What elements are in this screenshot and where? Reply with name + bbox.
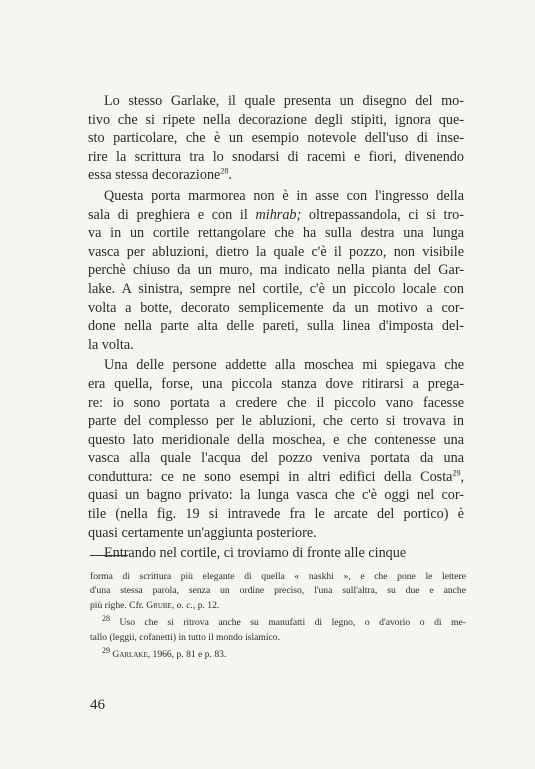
paragraph-4 bbox=[88, 544, 464, 563]
text-line: perchè chiuso da un muro, ma indicato nella pianta del Gar- bbox=[88, 262, 464, 279]
footnote-rule bbox=[90, 555, 128, 556]
text-line-content: conduttura: ce ne sono esempi in altri edifici della Costa bbox=[88, 468, 453, 485]
paragraph-1 bbox=[88, 92, 464, 185]
text-line: quasi certamente un'aggiunta posteriore. bbox=[88, 524, 317, 541]
text-line: Questa porta marmorea non è in asse con l'ingresso della bbox=[104, 187, 464, 204]
text-line: quasi un bagno privato: la lunga vasca che c'è oggi nel cor- bbox=[88, 487, 464, 504]
text-line: Entrando nel cortile, ci troviamo di fronte alle cinque bbox=[104, 545, 407, 562]
footnote-line: tallo (leggii, cofanetti) in tutto il mondo islamico. bbox=[90, 631, 280, 643]
footnote-ref-29[interactable]: 29 bbox=[452, 468, 461, 478]
text-line: done nella parte alta delle pareti, sulla linea d'imposta del- bbox=[88, 318, 464, 335]
footnote-line: $^{29}$ Garlake, 1966, p. 81 e p. 83. bbox=[102, 645, 227, 661]
text-line: sala di preghiera e con il mihrab; oltrepassandola, ci si tro- bbox=[88, 206, 465, 223]
footnote-29 bbox=[90, 645, 466, 662]
footnote-line: forma di scrittura più elegante di quella « naskhi », e che pone le lettere bbox=[90, 571, 466, 582]
text-line: tivo che si ripete nella decorazione degli stipiti, ignora que- bbox=[88, 111, 464, 128]
text-line: sto particolare, che è un esempio notevole dell'uso di inse- bbox=[88, 130, 464, 147]
page-number: 46 bbox=[90, 697, 105, 713]
text-line: questo lato meridionale della moschea, e che contenesse una bbox=[88, 431, 464, 448]
body-text bbox=[88, 92, 464, 563]
text-line: conduttura: ce ne sono esempi in altri edifici della Costa$^{29}$, bbox=[88, 468, 464, 485]
text-line: volta a botte, decorato semplicemente da un motivo a cor- bbox=[88, 299, 464, 316]
text-line: Lo stesso Garlake, il quale presenta un disegno del mo- bbox=[104, 93, 464, 109]
text-line: era quella, forse, una piccola stanza dove ritirarsi a prega- bbox=[88, 375, 464, 392]
paragraph-2 bbox=[88, 187, 464, 354]
text-line: lake. A sinistra, sempre nel cortile, c'è un piccolo locale con bbox=[88, 280, 464, 297]
text-line: la volta. bbox=[88, 336, 134, 353]
footnote-line-content: Uso che si ritrova anche su manufatti di legno, o d'avorio o di me- bbox=[119, 617, 466, 629]
footnote-28 bbox=[90, 616, 466, 645]
footnote-marker: 29 bbox=[102, 645, 110, 655]
text-line: parte del complesso per le abluzioni, che certo si trovava in bbox=[88, 413, 464, 430]
text-line: Una delle persone addette alla moschea mi spiegava che bbox=[104, 357, 464, 374]
footnotes bbox=[90, 570, 466, 662]
text-line: va in un cortile rettangolare che ha sulla destra una lunga bbox=[88, 225, 464, 242]
text-line bbox=[88, 166, 464, 185]
paragraph-3 bbox=[88, 356, 464, 542]
footnote-marker: 28 bbox=[102, 614, 110, 624]
sentence-end: . bbox=[228, 167, 232, 184]
text-line: vasca alla quale l'acqua del pozzo veniva portata da una bbox=[88, 450, 464, 467]
text-line: tile (nella fig. 19 si intravede fra le arcate del portico) è bbox=[88, 506, 464, 523]
text-line-content: essa stessa decorazione bbox=[88, 167, 221, 184]
text-line: vasca per abluzioni, dietro la quale c'è il pozzo, non visibile bbox=[88, 243, 464, 260]
footnote-ref-28[interactable]: 28 bbox=[220, 166, 229, 176]
footnote-line: d'una stessa parola, senza un ordine preciso, l'una sull'altra, su due e anche bbox=[90, 585, 466, 597]
footnote-line bbox=[90, 616, 466, 630]
text-line: re: io sono portata a credere che il piccolo vano facesse bbox=[88, 394, 464, 411]
footnote-continued bbox=[90, 570, 466, 613]
footnote-line: più righe. Cfr. Grube, o. c., p. 12. bbox=[90, 599, 220, 611]
text-line: rire la scrittura tra lo snodarsi di racemi e fiori, divenendo bbox=[88, 148, 464, 165]
